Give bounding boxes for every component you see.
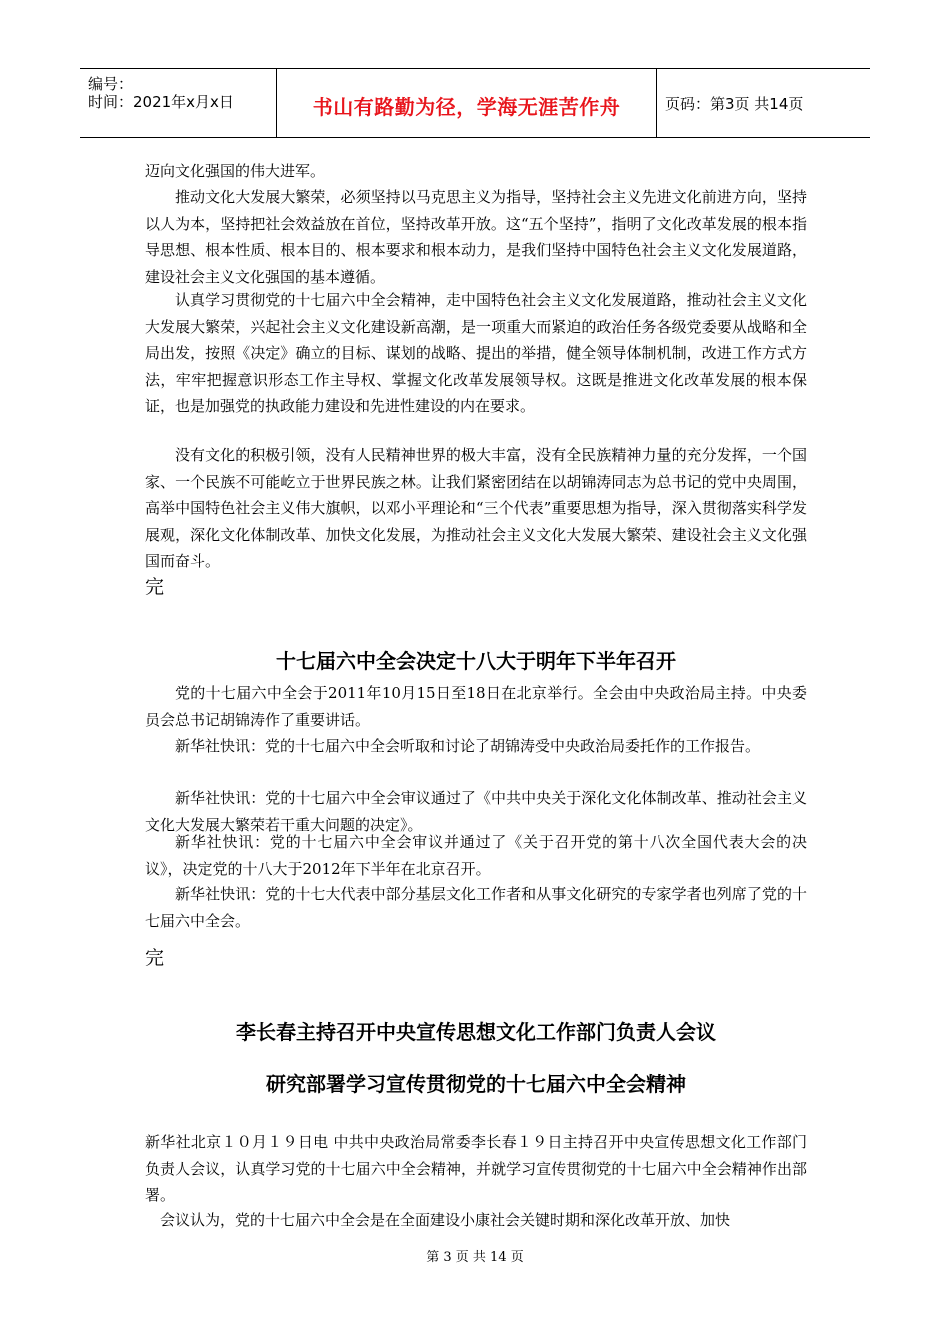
paragraph: 新华社快讯：党的十七届六中全会听取和讨论了胡锦涛受中央政治局委托作的工作报告。 bbox=[175, 737, 761, 755]
article-subtitle: 研究部署学习宣传贯彻党的十七届六中全会精神 bbox=[266, 1072, 686, 1096]
end-mark: 完 bbox=[145, 576, 165, 598]
paragraph: 新华社快讯：党的十七届六中全会审议并通过了《关于召开党的第十八次全国代表大会的决议》，决定党的十八大于2012年下半年在北京召开。 bbox=[145, 833, 807, 878]
header-meta-cell bbox=[80, 69, 277, 137]
paragraph: 没有文化的积极引领，没有人民精神世界的极大丰富，没有全民族精神力量的充分发挥，一个国家、一个民族不可能屹立于世界民族之林。让我们紧密团结在以胡锦涛同志为总书记的党中央周围，高举中国特色社会主义伟大旗帜，以邓小平理论和“三个代表”重要思想为指导，深入贯彻落实科学发展观，深化文化体制改革、加快文化发展，为推动社会主义文化大发展大繁荣、建设社会主义文化强国而奋斗。 bbox=[145, 446, 807, 570]
number-label: 编号： bbox=[88, 75, 134, 93]
paragraph: 推动文化大发展大繁荣，必须坚持以马克思主义为指导，坚持社会主义先进文化前进方向，坚持以人为本，坚持把社会效益放在首位，坚持改革开放。这“五个坚持”，指明了文化改革发展的根本指导思想、根本性质、根本目的、根本要求和根本动力，是我们坚持中国特色社会主义文化发展道路，建设社会主义文化强国的基本遵循。 bbox=[145, 188, 807, 286]
motto: 书山有路勤为径，学海无涯苦作舟 bbox=[312, 95, 621, 119]
header-page-cell bbox=[657, 69, 870, 137]
paragraph: 新华社北京１０月１９日电 中共中央政治局常委李长春１９日主持召开中央宣传思想文化工作部门负责人会议，认真学习党的十七届六中全会精神，并就学习宣传贯彻党的十七届六中全会精神作出部署。 bbox=[145, 1133, 807, 1204]
header-motto-cell bbox=[277, 69, 657, 137]
page-footer: 第 3 页 共 14 页 bbox=[426, 1250, 524, 1265]
page-label: 页码：第3页 共14页 bbox=[665, 95, 804, 113]
paragraph: 会议认为，党的十七届六中全会是在全面建设小康社会关键时期和深化改革开放、加快 bbox=[160, 1211, 731, 1229]
paragraph: 新华社快讯：党的十七大代表中部分基层文化工作者和从事文化研究的专家学者也列席了党的十七届六中全会。 bbox=[145, 885, 807, 930]
paragraph: 新华社快讯：党的十七届六中全会审议通过了《中共中央关于深化文化体制改革、推动社会主义文化大发展大繁荣若干重大问题的决定》。 bbox=[145, 789, 807, 834]
end-mark: 完 bbox=[145, 947, 165, 969]
document-header bbox=[80, 68, 870, 138]
article-title: 李长春主持召开中央宣传思想文化工作部门负责人会议 bbox=[236, 1020, 716, 1044]
paragraph: 党的十七届六中全会于2011年10月15日至18日在北京举行。全会由中央政治局主持。中央委员会总书记胡锦涛作了重要讲话。 bbox=[145, 684, 807, 729]
paragraph: 迈向文化强国的伟大进军。 bbox=[145, 162, 326, 180]
time-label: 时间：2021年x月x日 bbox=[88, 93, 234, 111]
paragraph: 认真学习贯彻党的十七届六中全会精神，走中国特色社会主义文化发展道路，推动社会主义文化大发展大繁荣，兴起社会主义文化建设新高潮，是一项重大而紧迫的政治任务各级党委要从战略和全局出发，按照《决定》确立的目标、谋划的战略、提出的举措，健全领导体制机制，改进工作方式方法，牢牢把握意识形态工作主导权、掌握文化改革发展领导权。这既是推进文化改革发展的根本保证，也是加强党的执政能力建设和先进性建设的内在要求。 bbox=[145, 291, 807, 415]
article-title: 十七届六中全会决定十八大于明年下半年召开 bbox=[276, 649, 676, 673]
